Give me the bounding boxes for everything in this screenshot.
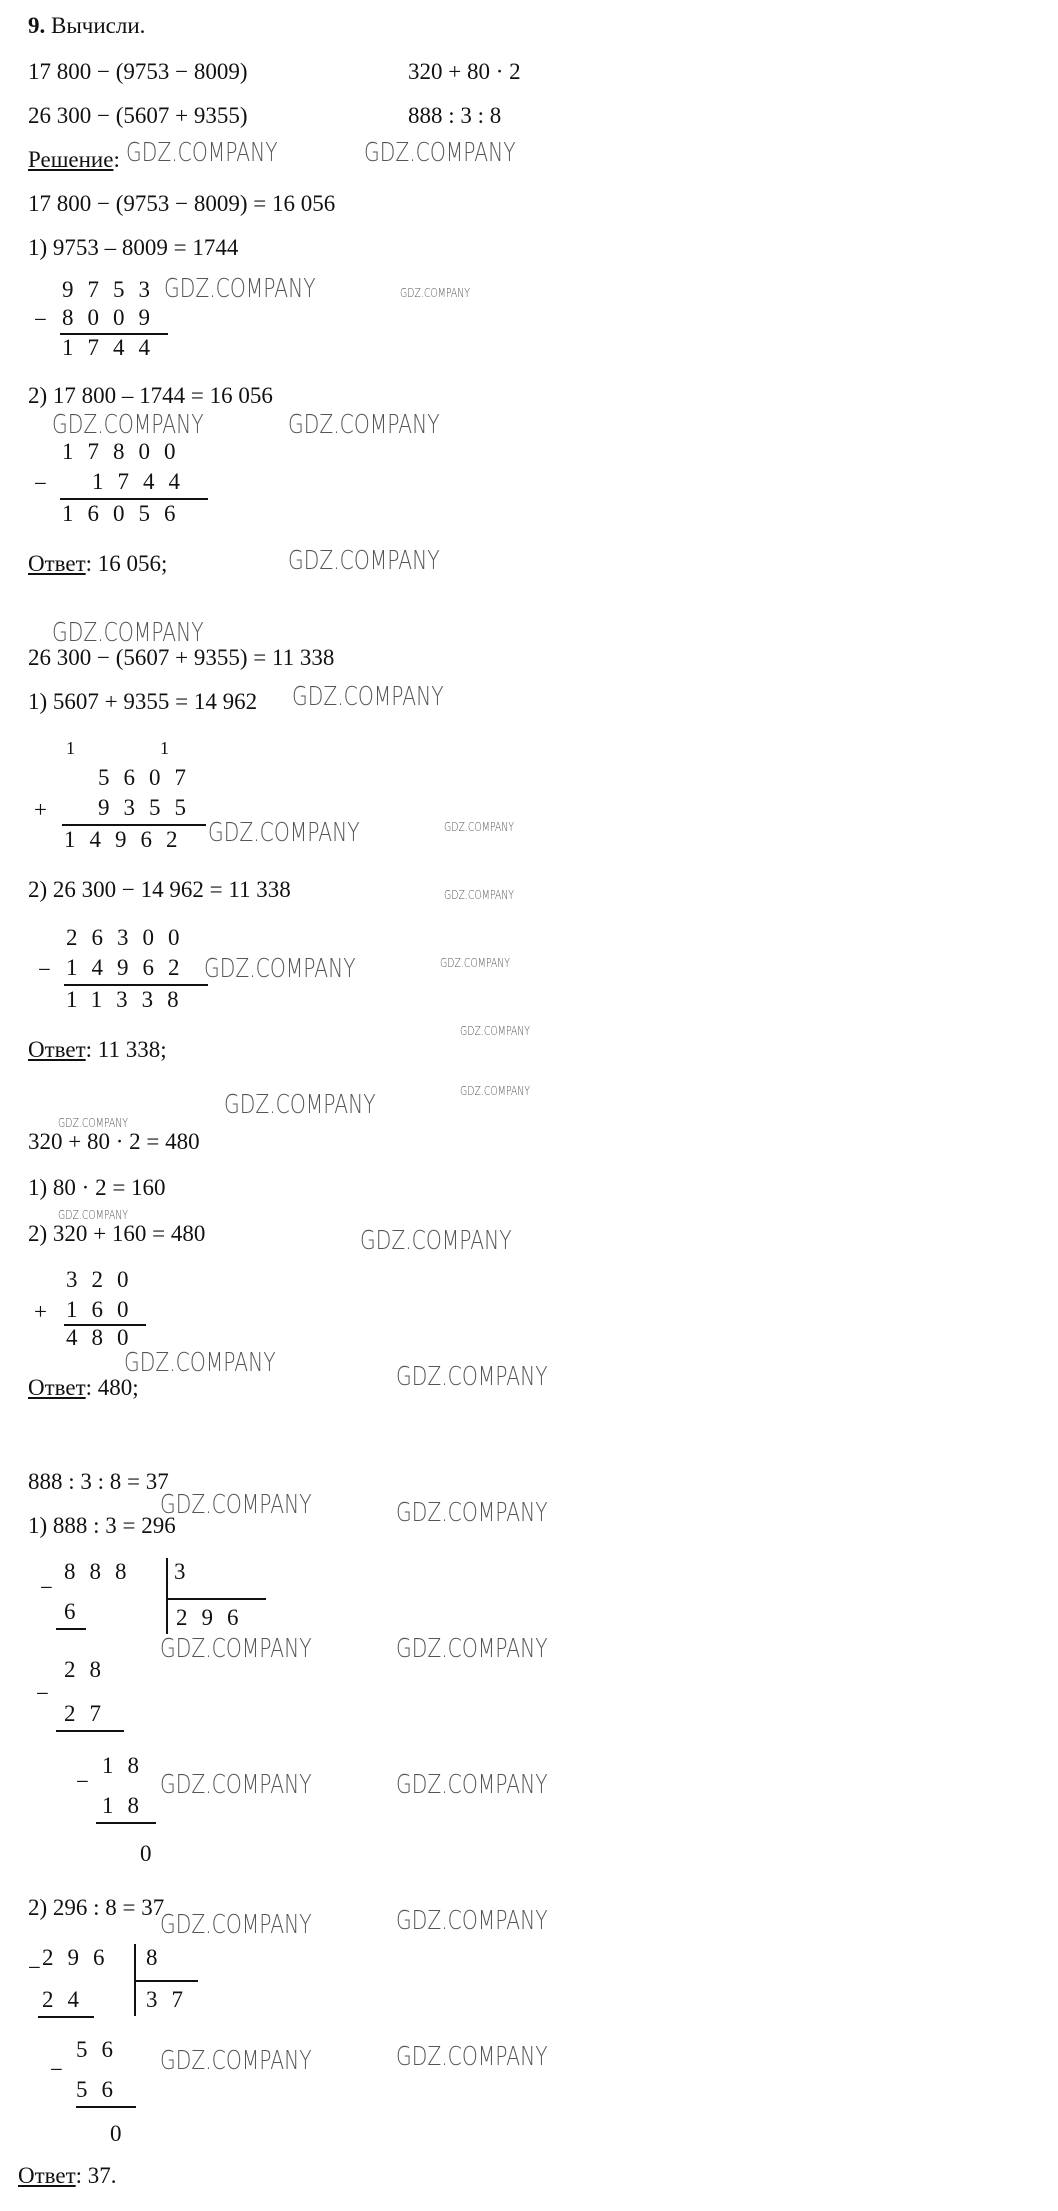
part1-step1: 1) 9753 – 8009 = 1744 (28, 235, 239, 260)
part4-div1-line-2 (56, 1730, 124, 1732)
task-expression-4: 888 : 3 : 8 (408, 103, 502, 128)
part1-col2-row2: 1744 (92, 469, 194, 494)
watermark: GDZ.COMPANY (126, 138, 278, 168)
part4-header: 888 : 3 : 8 = 37 (28, 1469, 169, 1494)
part4-div2-minus-1: − (28, 1955, 41, 1980)
part1-col2-result: 16056 (62, 501, 190, 526)
part2-col1-operator: + (34, 797, 47, 822)
part4-div1-rem-1: 28 (64, 1657, 115, 1682)
part3-col1-row1: 320 (66, 1267, 143, 1292)
watermark: GDZ.COMPANY (400, 286, 471, 300)
part3-col1-row2: 160 (66, 1297, 143, 1322)
part1-answer: Ответ: 16 056; (28, 551, 168, 576)
part4-div2-rem-1: 56 (76, 2037, 127, 2062)
watermark: GDZ.COMPANY (204, 954, 356, 984)
part3-col1-operator: + (34, 1299, 47, 1324)
part4-div2-quotient: 37 (146, 1987, 197, 2012)
part4-div1-minus-1: − (40, 1575, 53, 1600)
part4-div1-line-1 (56, 1628, 86, 1630)
part4-div2-line-1 (38, 2016, 94, 2018)
part2-col2-row1: 26300 (66, 925, 194, 950)
part2-col2-row2: 14962 (66, 955, 194, 980)
part4-div1-quotient: 296 (176, 1605, 253, 1630)
watermark: GDZ.COMPANY (440, 956, 511, 970)
part1-col1-result: 1744 (62, 335, 164, 360)
watermark: GDZ.COMPANY (164, 274, 316, 304)
watermark: GDZ.COMPANY (58, 1208, 129, 1222)
part4-div1-divisor: 3 (174, 1559, 186, 1584)
part4-div1-minus-2: − (36, 1681, 49, 1706)
watermark: GDZ.COMPANY (444, 888, 515, 902)
watermark: GDZ.COMPANY (396, 2042, 548, 2072)
watermark: GDZ.COMPANY (460, 1084, 531, 1098)
part1-step2: 2) 17 800 – 1744 = 16 056 (28, 383, 273, 408)
part1-col1-operator: − (34, 307, 47, 332)
part4-div1-sub-1: 6 (64, 1599, 90, 1624)
part4-answer: Ответ: 37. (18, 2163, 117, 2188)
part2-step2: 2) 26 300 − 14 962 = 11 338 (28, 877, 291, 902)
watermark: GDZ.COMPANY (396, 1634, 548, 1664)
task-title: Вычисли. (51, 13, 146, 38)
part4-step1: 1) 888 : 3 = 296 (28, 1513, 176, 1538)
watermark: GDZ.COMPANY (124, 1348, 276, 1378)
part2-col1-result: 14962 (64, 827, 192, 852)
watermark: GDZ.COMPANY (52, 410, 204, 440)
part4-div1-dividend: 888 (64, 1559, 141, 1584)
watermark: GDZ.COMPANY (396, 1498, 548, 1528)
part4-div1-line-3 (96, 1822, 156, 1824)
part2-col2-result: 11338 (66, 987, 193, 1012)
watermark: GDZ.COMPANY (396, 1770, 548, 1800)
part1-col2-row1: 17800 (62, 439, 190, 464)
part2-step1: 1) 5607 + 9355 = 14 962 (28, 689, 258, 714)
part2-col2-operator: − (38, 957, 51, 982)
part4-div1-sub-3: 18 (102, 1793, 153, 1818)
part1-col1-row2: 8009 (62, 305, 164, 330)
part3-step2: 2) 320 + 160 = 480 (28, 1221, 206, 1246)
watermark: GDZ.COMPANY (360, 1226, 512, 1256)
solution-label: Решение: (28, 147, 120, 172)
part2-carry-1: 1 (66, 738, 75, 758)
watermark: GDZ.COMPANY (160, 2046, 312, 2076)
watermark: GDZ.COMPANY (160, 1770, 312, 1800)
part1-col1-row1: 9753 (62, 277, 164, 302)
part2-carry-2: 1 (160, 738, 169, 758)
part1-col2-operator: − (34, 471, 47, 496)
watermark: GDZ.COMPANY (52, 618, 204, 648)
part2-col1-row2: 9355 (98, 795, 200, 820)
task-expression-1: 17 800 − (9753 − 8009) (28, 59, 248, 84)
part4-step2: 2) 296 : 8 = 37 (28, 1895, 165, 1920)
part4-div2-divisor: 8 (146, 1945, 158, 1970)
part3-col1-result: 480 (66, 1325, 143, 1350)
part4-div2-remainder: 0 (110, 2121, 122, 2146)
part4-div2-minus-2: − (50, 2057, 63, 2082)
part4-div1-vertical-bar (166, 1558, 168, 1634)
part4-div2-line-2 (76, 2106, 136, 2108)
part4-div2-sub-2: 56 (76, 2077, 127, 2102)
watermark: GDZ.COMPANY (224, 1090, 376, 1120)
part3-answer: Ответ: 480; (28, 1375, 139, 1400)
part4-div2-dividend: 296 (42, 1945, 119, 1970)
watermark: GDZ.COMPANY (444, 820, 515, 834)
part3-step1: 1) 80 · 2 = 160 (28, 1175, 166, 1200)
watermark: GDZ.COMPANY (288, 410, 440, 440)
watermark: GDZ.COMPANY (160, 1910, 312, 1940)
task-expression-3: 26 300 − (5607 + 9355) (28, 103, 248, 128)
part4-div1-rem-2: 18 (102, 1753, 153, 1778)
watermark: GDZ.COMPANY (160, 1490, 312, 1520)
part4-div1-divisor-line (166, 1598, 266, 1600)
part2-header: 26 300 − (5607 + 9355) = 11 338 (28, 645, 335, 670)
watermark: GDZ.COMPANY (396, 1362, 548, 1392)
watermark: GDZ.COMPANY (292, 682, 444, 712)
watermark: GDZ.COMPANY (460, 1024, 531, 1038)
task-number: 9. (28, 13, 46, 38)
part4-div1-sub-2: 27 (64, 1701, 115, 1726)
watermark: GDZ.COMPANY (364, 138, 516, 168)
part1-header: 17 800 − (9753 − 8009) = 16 056 (28, 191, 336, 216)
watermark: GDZ.COMPANY (288, 546, 440, 576)
watermark: GDZ.COMPANY (160, 1634, 312, 1664)
part2-col1-row1: 5607 (98, 765, 200, 790)
part4-div2-sub-1: 24 (42, 1987, 93, 2012)
task-expression-2: 320 + 80 · 2 (408, 59, 521, 84)
watermark: GDZ.COMPANY (208, 818, 360, 848)
part3-header: 320 + 80 · 2 = 480 (28, 1129, 200, 1154)
part4-div2-divisor-line (134, 1980, 198, 1982)
task-heading (28, 12, 145, 40)
part4-div1-minus-3: − (76, 1769, 89, 1794)
part2-answer: Ответ: 11 338; (28, 1037, 167, 1062)
watermark: GDZ.COMPANY (58, 1116, 129, 1130)
part4-div1-remainder: 0 (140, 1841, 152, 1866)
watermark: GDZ.COMPANY (396, 1906, 548, 1936)
